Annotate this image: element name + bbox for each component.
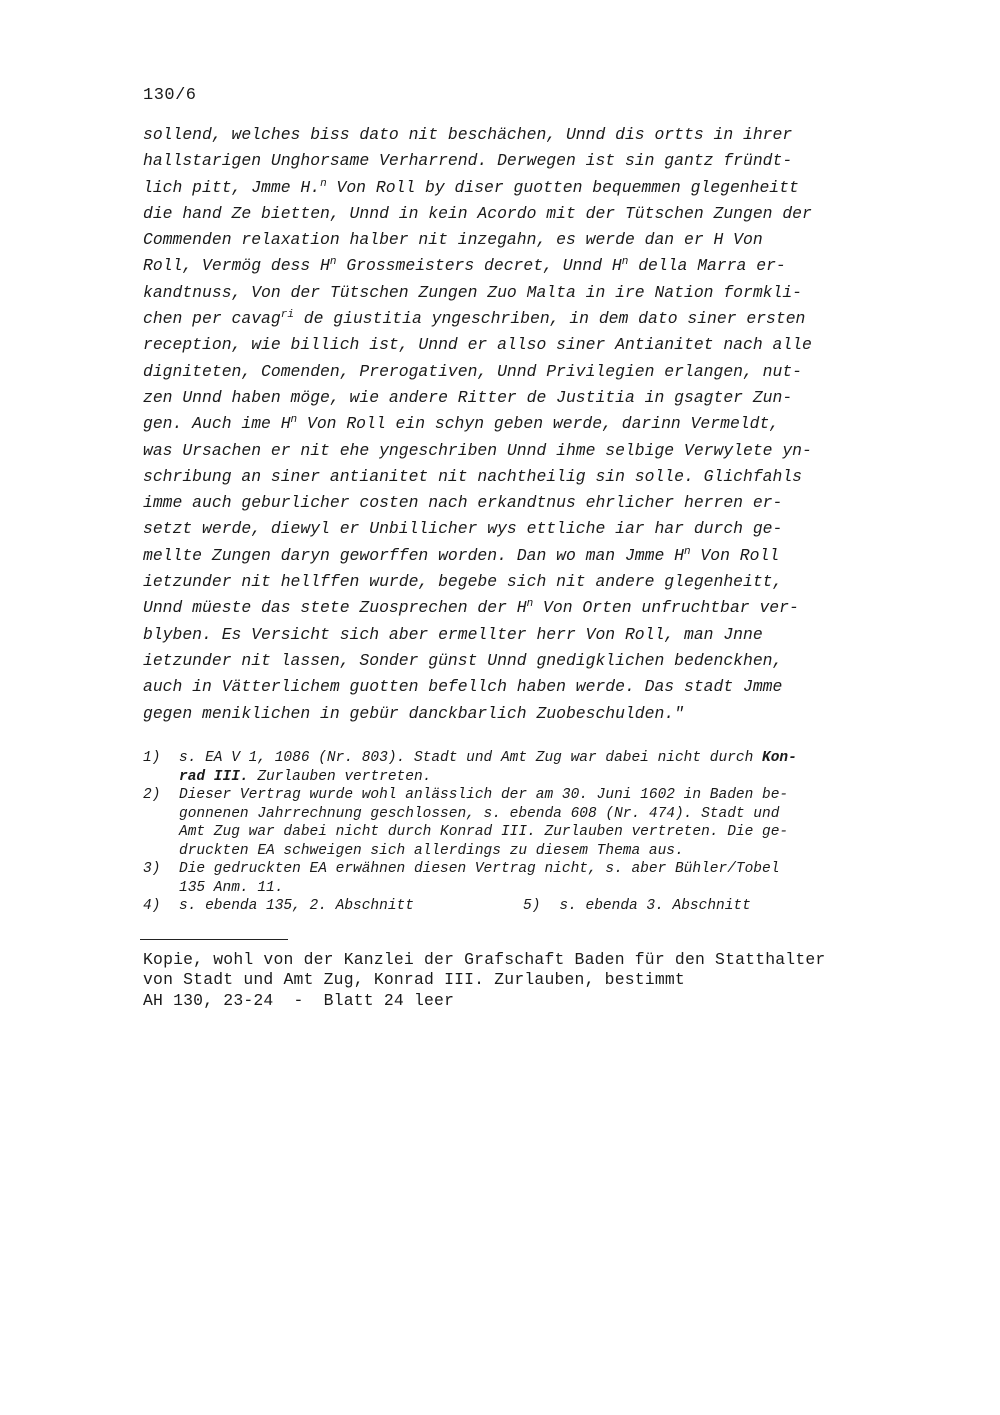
text-line: ietzunder nit lassen, Sonder günst Unnd gnedigklichen bedenckhen, xyxy=(143,650,783,670)
superscript: ri xyxy=(280,309,294,322)
separator-rule xyxy=(140,939,288,940)
footnote-line: gonnenen Jahrrechnung geschlossen, s. ebenda 608 (Nr. 474). Stadt und xyxy=(179,805,780,822)
superscript: n xyxy=(329,256,337,269)
text-line: hallstarigen Unghorsame Verharrend. Derwegen ist sin gantz fründt- xyxy=(143,151,793,171)
page-number: 130/6 xyxy=(143,86,197,105)
superscript: n xyxy=(621,256,629,269)
text-line: gegen meniklichen in gebür danckbarlich Zuobeschulden." xyxy=(143,703,684,723)
text-line: reception, wie billich ist, Unnd er allso siner Antianitet nach alle xyxy=(143,335,812,355)
transcription-body xyxy=(143,122,933,727)
text-line: Commenden relaxation halber nit inzegahn, es werde dan er H Von xyxy=(143,230,763,250)
text-line: schribung an siner antianitet nit nachtheilig sin solle. Glichfahls xyxy=(143,466,803,486)
footnotes xyxy=(143,749,933,916)
footnote-number: 3) xyxy=(143,861,161,877)
text-line: Unnd müeste das stete Zuosprechen der $H^n$ Von Orten unfruchtbar ver- xyxy=(143,598,799,618)
footnote-number: 1) xyxy=(143,750,161,766)
footnote-number: 2) xyxy=(143,787,161,803)
source-line: AH 130, 23-24 - Blatt 24 leer xyxy=(143,990,455,1010)
text-line: sollend, welches biss dato nit beschächen, Unnd dis ortts in ihrer xyxy=(143,125,793,144)
text-line: imme auch geburlicher costen nach erkandtnus ehrlicher herren er- xyxy=(143,493,783,513)
footnote-line: s. EA V 1, 1086 (Nr. 803). Stadt und Amt Zug war dabei nicht durch Kon- xyxy=(179,750,797,766)
text-line: kandtnuss, Von der Tütschen Zungen Zuo Malta in ire Nation formkli- xyxy=(143,282,803,302)
footnote xyxy=(143,749,933,786)
footnote-line: 135 Anm. 11. xyxy=(179,879,284,896)
superscript: n xyxy=(320,177,327,190)
text-line: blyben. Es Versicht sich aber ermellter herr Von Roll, man Jnne xyxy=(143,624,763,644)
footnote-text: s. ebenda 135, 2. Abschnitt xyxy=(179,898,414,914)
footnote-line: Amt Zug war dabei nicht durch Konrad III. Zurlauben vertreten. Die ge- xyxy=(179,824,789,840)
text-line: digniteten, Comenden, Prerogativen, Unnd Privilegien erlangen, nut- xyxy=(143,361,803,381)
source-line: Kopie, wohl von der Kanzlei der Grafschaft Baden für den Statthalter xyxy=(143,950,826,969)
footnote-5 xyxy=(523,897,751,916)
text-line: lich pitt, Jmme H.$^n$ Von Roll by diser guotten bequemmen glegenheitt xyxy=(143,177,799,197)
text-line: ietzunder nit hellffen wurde, begebe sich nit andere glegenheitt, xyxy=(143,572,783,592)
text-line: chen per cavag$^{ri}$ de giustitia yngeschriben, in dem dato siner ersten xyxy=(143,309,806,329)
footnote-row-4-5 xyxy=(143,897,933,916)
source-note xyxy=(143,950,933,1011)
footnote xyxy=(143,786,933,860)
text-line: Roll, Vermög dess $H^n$ Grossmeisters decret, Unnd $H^n$ della Marra er- xyxy=(143,256,786,276)
footnote-line: Dieser Vertrag wurde wohl anlässlich der am 30. Juni 1602 in Baden be- xyxy=(179,787,789,803)
text-line: auch in Vätterlichem guotten befellch haben werde. Das stadt Jmme xyxy=(143,677,783,697)
source-line: von Stadt und Amt Zug, Konrad III. Zurlauben, bestimmt xyxy=(143,970,685,990)
text-line: setzt werde, diewyl er Unbillicher wys ettliche iar har durch ge- xyxy=(143,519,783,539)
superscript: n xyxy=(290,414,298,427)
footnote xyxy=(143,860,933,897)
footnote-number: 5) xyxy=(523,898,541,914)
footnote-line: rad III. Zurlauben vertreten. xyxy=(179,768,432,785)
footnote-list xyxy=(143,749,933,897)
text-line: mellte Zungen daryn geworffen worden. Dan wo man Jmme $H^n$ Von Roll xyxy=(143,545,780,565)
text-line: gen. Auch ime $H^n$ Von Roll ein schyn geben werde, darinn Vermeldt, xyxy=(143,414,780,434)
footnote-text: s. ebenda 3. Abschnitt xyxy=(559,898,751,914)
footnote-number: 4) xyxy=(143,898,161,914)
footnote-line: druckten EA schweigen sich allerdings zu diesem Thema aus. xyxy=(179,842,684,859)
text-line: was Ursachen er nit ehe yngeschriben Unnd ihme selbige Verwylete yn- xyxy=(143,440,812,460)
text-line: zen Unnd haben möge, wie andere Ritter de Justitia in gsagter Zun- xyxy=(143,387,793,407)
bold-name: rad III. xyxy=(179,768,249,785)
superscript: n xyxy=(526,598,534,611)
bold-name: Kon- xyxy=(762,750,797,766)
footnote-line: Die gedruckten EA erwähnen diesen Vertrag nicht, s. aber Bühler/Tobel xyxy=(179,861,780,877)
superscript: n xyxy=(683,545,691,558)
text-line: die hand Ze bietten, Unnd in kein Acordo mit der Tütschen Zungen der xyxy=(143,203,812,223)
